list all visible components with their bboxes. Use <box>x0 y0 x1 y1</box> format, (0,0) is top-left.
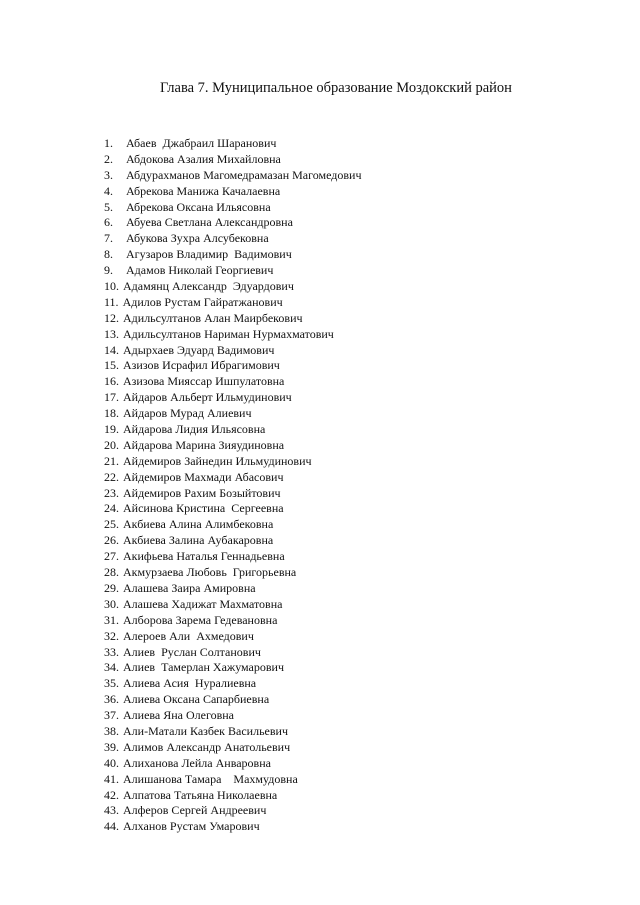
list-item-name: Алферов Сергей Андреевич <box>123 803 267 818</box>
name-list <box>104 136 362 835</box>
list-item <box>104 231 362 247</box>
list-item-number: 20. <box>104 437 119 452</box>
list-item <box>104 613 362 629</box>
list-item-number: 44. <box>104 819 119 834</box>
list-item-number: 32. <box>104 628 119 643</box>
list-item-number: 21. <box>104 453 119 468</box>
list-item-name: Алиев Руслан Солтанович <box>123 644 261 659</box>
list-item <box>104 422 362 438</box>
list-item-name: Алишанова Тамара Махмудовна <box>123 771 298 786</box>
list-item-number: 42. <box>104 787 119 802</box>
list-item-number: 36. <box>104 692 119 707</box>
list-item-name: Адамов Николай Георгиевич <box>126 263 274 278</box>
list-item-number: 3. <box>104 167 113 182</box>
list-item-name: Акбиева Залина Аубакаровна <box>123 533 274 548</box>
list-item-number: 23. <box>104 485 119 500</box>
list-item <box>104 676 362 692</box>
list-item <box>104 517 362 533</box>
list-item-number: 41. <box>104 771 119 786</box>
list-item-name: Али-Матали Казбек Васильевич <box>123 723 288 738</box>
list-item-number: 8. <box>104 247 113 262</box>
list-item-name: Айдаров Мурад Алиевич <box>123 406 252 421</box>
list-item <box>104 470 362 486</box>
list-item <box>104 756 362 772</box>
list-item <box>104 152 362 168</box>
list-item <box>104 374 362 390</box>
list-item <box>104 406 362 422</box>
list-item-name: Алашева Хадижат Махматовна <box>123 596 283 611</box>
list-item <box>104 629 362 645</box>
list-item <box>104 724 362 740</box>
list-item-number: 33. <box>104 644 119 659</box>
list-item <box>104 708 362 724</box>
list-item-name: Алпатова Татьяна Николаевна <box>123 787 278 802</box>
list-item <box>104 803 362 819</box>
list-item-name: Айдарова Марина Зияудиновна <box>123 437 285 452</box>
list-item-number: 28. <box>104 565 119 580</box>
list-item-number: 30. <box>104 596 119 611</box>
list-item-name: Алиева Оксана Сапарбиевна <box>123 692 270 707</box>
list-item <box>104 533 362 549</box>
list-item-number: 15. <box>104 358 119 373</box>
list-item <box>104 565 362 581</box>
list-item <box>104 358 362 374</box>
list-item <box>104 168 362 184</box>
list-item-number: 12. <box>104 310 119 325</box>
list-item-name: Адырхаев Эдуард Вадимович <box>123 342 275 357</box>
list-item-name: Алборова Зарема Гедевановна <box>123 612 278 627</box>
list-item-number: 13. <box>104 326 119 341</box>
list-item-name: Азизова Мияссар Ишпулатовна <box>123 374 285 389</box>
list-item-number: 34. <box>104 660 119 675</box>
list-item <box>104 597 362 613</box>
list-item-name: Алиева Яна Олеговна <box>123 708 235 723</box>
list-item-number: 1. <box>104 136 113 150</box>
list-item-number: 24. <box>104 501 119 516</box>
list-item <box>104 501 362 517</box>
list-item <box>104 215 362 231</box>
list-item-number: 39. <box>104 739 119 754</box>
list-item-name: Алероев Али Ахмедович <box>123 628 254 643</box>
list-item-number: 14. <box>104 342 119 357</box>
list-item <box>104 581 362 597</box>
list-item <box>104 200 362 216</box>
list-item-name: Абукова Зухра Алсубековна <box>126 231 269 246</box>
list-item <box>104 740 362 756</box>
list-item-name: Айдарова Лидия Ильясовна <box>123 422 266 437</box>
list-item-number: 43. <box>104 803 119 818</box>
list-item-name: Азизов Исрафил Ибрагимович <box>123 358 280 373</box>
list-item <box>104 692 362 708</box>
list-item-name: Абрекова Манижа Качалаевна <box>126 183 281 198</box>
list-item-name: Алимов Александр Анатольевич <box>123 739 291 754</box>
list-item-name: Адамянц Александр Эдуардович <box>123 279 294 294</box>
list-item <box>104 819 362 835</box>
list-item-number: 26. <box>104 533 119 548</box>
list-item-number: 18. <box>104 406 119 421</box>
list-item-number: 9. <box>104 263 113 278</box>
list-item-number: 31. <box>104 612 119 627</box>
list-item-number: 19. <box>104 422 119 437</box>
list-item-number: 38. <box>104 723 119 738</box>
list-item <box>104 136 362 152</box>
list-item-number: 27. <box>104 549 119 564</box>
list-item <box>104 486 362 502</box>
list-item <box>104 772 362 788</box>
list-item-number: 2. <box>104 151 113 166</box>
list-item-name: Акбиева Алина Алимбековна <box>123 517 274 532</box>
list-item <box>104 390 362 406</box>
list-item-number: 7. <box>104 231 113 246</box>
list-item-number: 29. <box>104 580 119 595</box>
list-item <box>104 327 362 343</box>
list-item <box>104 549 362 565</box>
list-item-name: Алханов Рустам Умарович <box>123 819 260 834</box>
list-item-number: 6. <box>104 215 113 230</box>
list-item-number: 37. <box>104 708 119 723</box>
list-item-name: Алиханова Лейла Анваровна <box>123 755 271 770</box>
list-item-name: Абрекова Оксана Ильясовна <box>126 199 271 214</box>
list-item <box>104 454 362 470</box>
list-item-number: 11. <box>104 294 119 309</box>
list-item-name: Алиева Асия Нуралиевна <box>123 676 257 691</box>
list-item <box>104 788 362 804</box>
list-item <box>104 311 362 327</box>
list-item-number: 22. <box>104 469 119 484</box>
list-item-name: Абаев Джабраил Шаранович <box>126 136 277 150</box>
list-item-name: Алиев Тамерлан Хажумарович <box>123 660 285 675</box>
list-item-name: Абдокова Азалия Михайловна <box>126 151 281 166</box>
list-item <box>104 343 362 359</box>
list-item-name: Адильсултанов Алан Маирбекович <box>123 310 303 325</box>
list-item <box>104 295 362 311</box>
chapter-title: Глава 7. Муниципальное образование Моздокский район <box>160 80 512 96</box>
list-item-name: Акифьева Наталья Геннадьевна <box>123 549 285 564</box>
list-item-name: Адильсултанов Нариман Нурмахматович <box>123 326 334 341</box>
list-item-name: Абдурахманов Магомедрамазан Магомедович <box>126 167 362 182</box>
list-item-number: 5. <box>104 199 113 214</box>
list-item-name: Адилов Рустам Гайратжанович <box>122 294 283 309</box>
list-item-name: Айсинова Кристина Сергеевна <box>123 501 284 516</box>
list-item <box>104 184 362 200</box>
list-item-number: 35. <box>104 676 119 691</box>
list-item-name: Айдемиров Зайнедин Ильмудинович <box>123 453 312 468</box>
list-item-name: Айдемиров Рахим Бозыйтович <box>123 485 281 500</box>
list-item-name: Алашева Заира Амировна <box>123 580 256 595</box>
list-item <box>104 438 362 454</box>
list-item-number: 17. <box>104 390 119 405</box>
list-item <box>104 645 362 661</box>
list-item-number: 16. <box>104 374 119 389</box>
list-item-name: Айдаров Альберт Ильмудинович <box>123 390 292 405</box>
list-item-name: Айдемиров Махмади Абасович <box>123 469 284 484</box>
list-item <box>104 263 362 279</box>
list-item <box>104 660 362 676</box>
list-item-name: Акмурзаева Любовь Григорьевна <box>123 565 297 580</box>
list-item-number: 4. <box>104 183 113 198</box>
list-item-number: 40. <box>104 755 119 770</box>
list-item-name: Абуева Светлана Александровна <box>126 215 293 230</box>
list-item-number: 25. <box>104 517 119 532</box>
list-item-number: 10. <box>104 279 119 294</box>
list-item <box>104 279 362 295</box>
list-item <box>104 247 362 263</box>
list-item-name: Агузаров Владимир Вадимович <box>126 247 292 262</box>
